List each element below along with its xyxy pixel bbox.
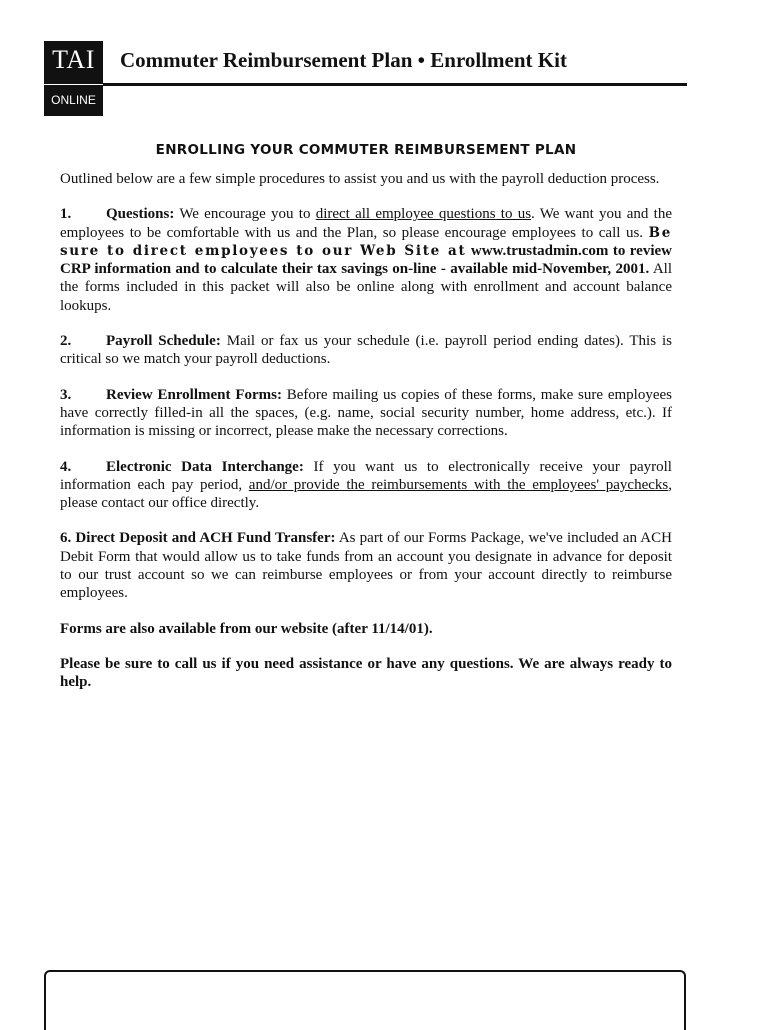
- tai-online-logo: [44, 41, 103, 116]
- intro-paragraph: Outlined below are a few simple procedures to assist you and us with the payroll deduction process.: [60, 171, 660, 187]
- item-underlined-text: direct all employee questions to us: [315, 206, 532, 223]
- item-number: 3.: [60, 386, 72, 403]
- item-review-enrollment-forms: [60, 386, 672, 441]
- footer-frame: [44, 970, 686, 1030]
- closing-note: Please be sure to call us if you need assistance or have any questions. We are always ready to help.: [60, 655, 672, 691]
- item-text: As part of our Forms Package, we've included an ACH Debit Form that would allow us to take funds from an account you designate in advance for deposit to our trust account so we can reimburse employees or from your account directly to reimburse employees.: [60, 530, 672, 602]
- logo-tai-text: TAI: [52, 45, 95, 74]
- item-bold-spaced-text: Be sure to direct employees to our Web Site at: [60, 224, 672, 259]
- item-text: , please contact our office directly.: [60, 476, 672, 512]
- item-text: Before mailing us copies of these forms, make sure employees have correctly filled-in all the spaces, (e.g. name, social security number, home address, etc.). If information is missing or incorrect, please make the necessary corrections.: [60, 386, 672, 440]
- logo-divider: [44, 84, 103, 85]
- item-title: Direct Deposit and ACH Fund Transfer:: [71, 530, 336, 547]
- item-title: Electronic Data Interchange:: [106, 458, 304, 475]
- item-title: Questions:: [106, 206, 175, 223]
- header-divider: [103, 83, 687, 86]
- section-heading: ENROLLING YOUR COMMUTER REIMBURSEMENT PLAN: [155, 142, 577, 158]
- logo-online-text: ONLINE: [51, 93, 96, 107]
- item-text: . We want you and the employees to be comfortable with us and the Plan, so please encourage employees to call us.: [60, 206, 672, 241]
- item-text: If you want us to electronically receive your payroll information each pay period,: [60, 458, 672, 493]
- item-questions: [60, 205, 672, 315]
- item-bold-text: www.trustadmin.com to review CRP information and to calculate their tax savings on-line - available mid-November, 2001.: [60, 242, 672, 278]
- document-body: [60, 170, 672, 709]
- item-underlined-text: and/or provide the reimbursements with the employees' paychecks: [248, 476, 669, 493]
- item-title: Review Enrollment Forms:: [106, 386, 282, 403]
- forms-availability-note: Forms are also available from our website (after 11/14/01).: [60, 620, 433, 637]
- item-direct-deposit: [60, 529, 672, 602]
- item-title: Payroll Schedule:: [106, 333, 221, 350]
- item-text: Mail or fax us your schedule (i.e. payroll period ending dates). This is critical so we match your payroll deductions.: [60, 333, 672, 368]
- item-number: 2.: [60, 333, 72, 350]
- item-electronic-data-interchange: [60, 458, 672, 513]
- item-payroll-schedule: [60, 332, 672, 369]
- item-number: 4.: [60, 458, 72, 475]
- item-text: We encourage you to: [174, 206, 316, 223]
- item-number: 6.: [60, 530, 72, 547]
- item-number: 1.: [60, 206, 72, 223]
- item-text: All the forms included in this packet will also be online along with enrollment and account balance lookups.: [60, 261, 673, 314]
- page-title: Commuter Reimbursement Plan • Enrollment Kit: [120, 48, 567, 72]
